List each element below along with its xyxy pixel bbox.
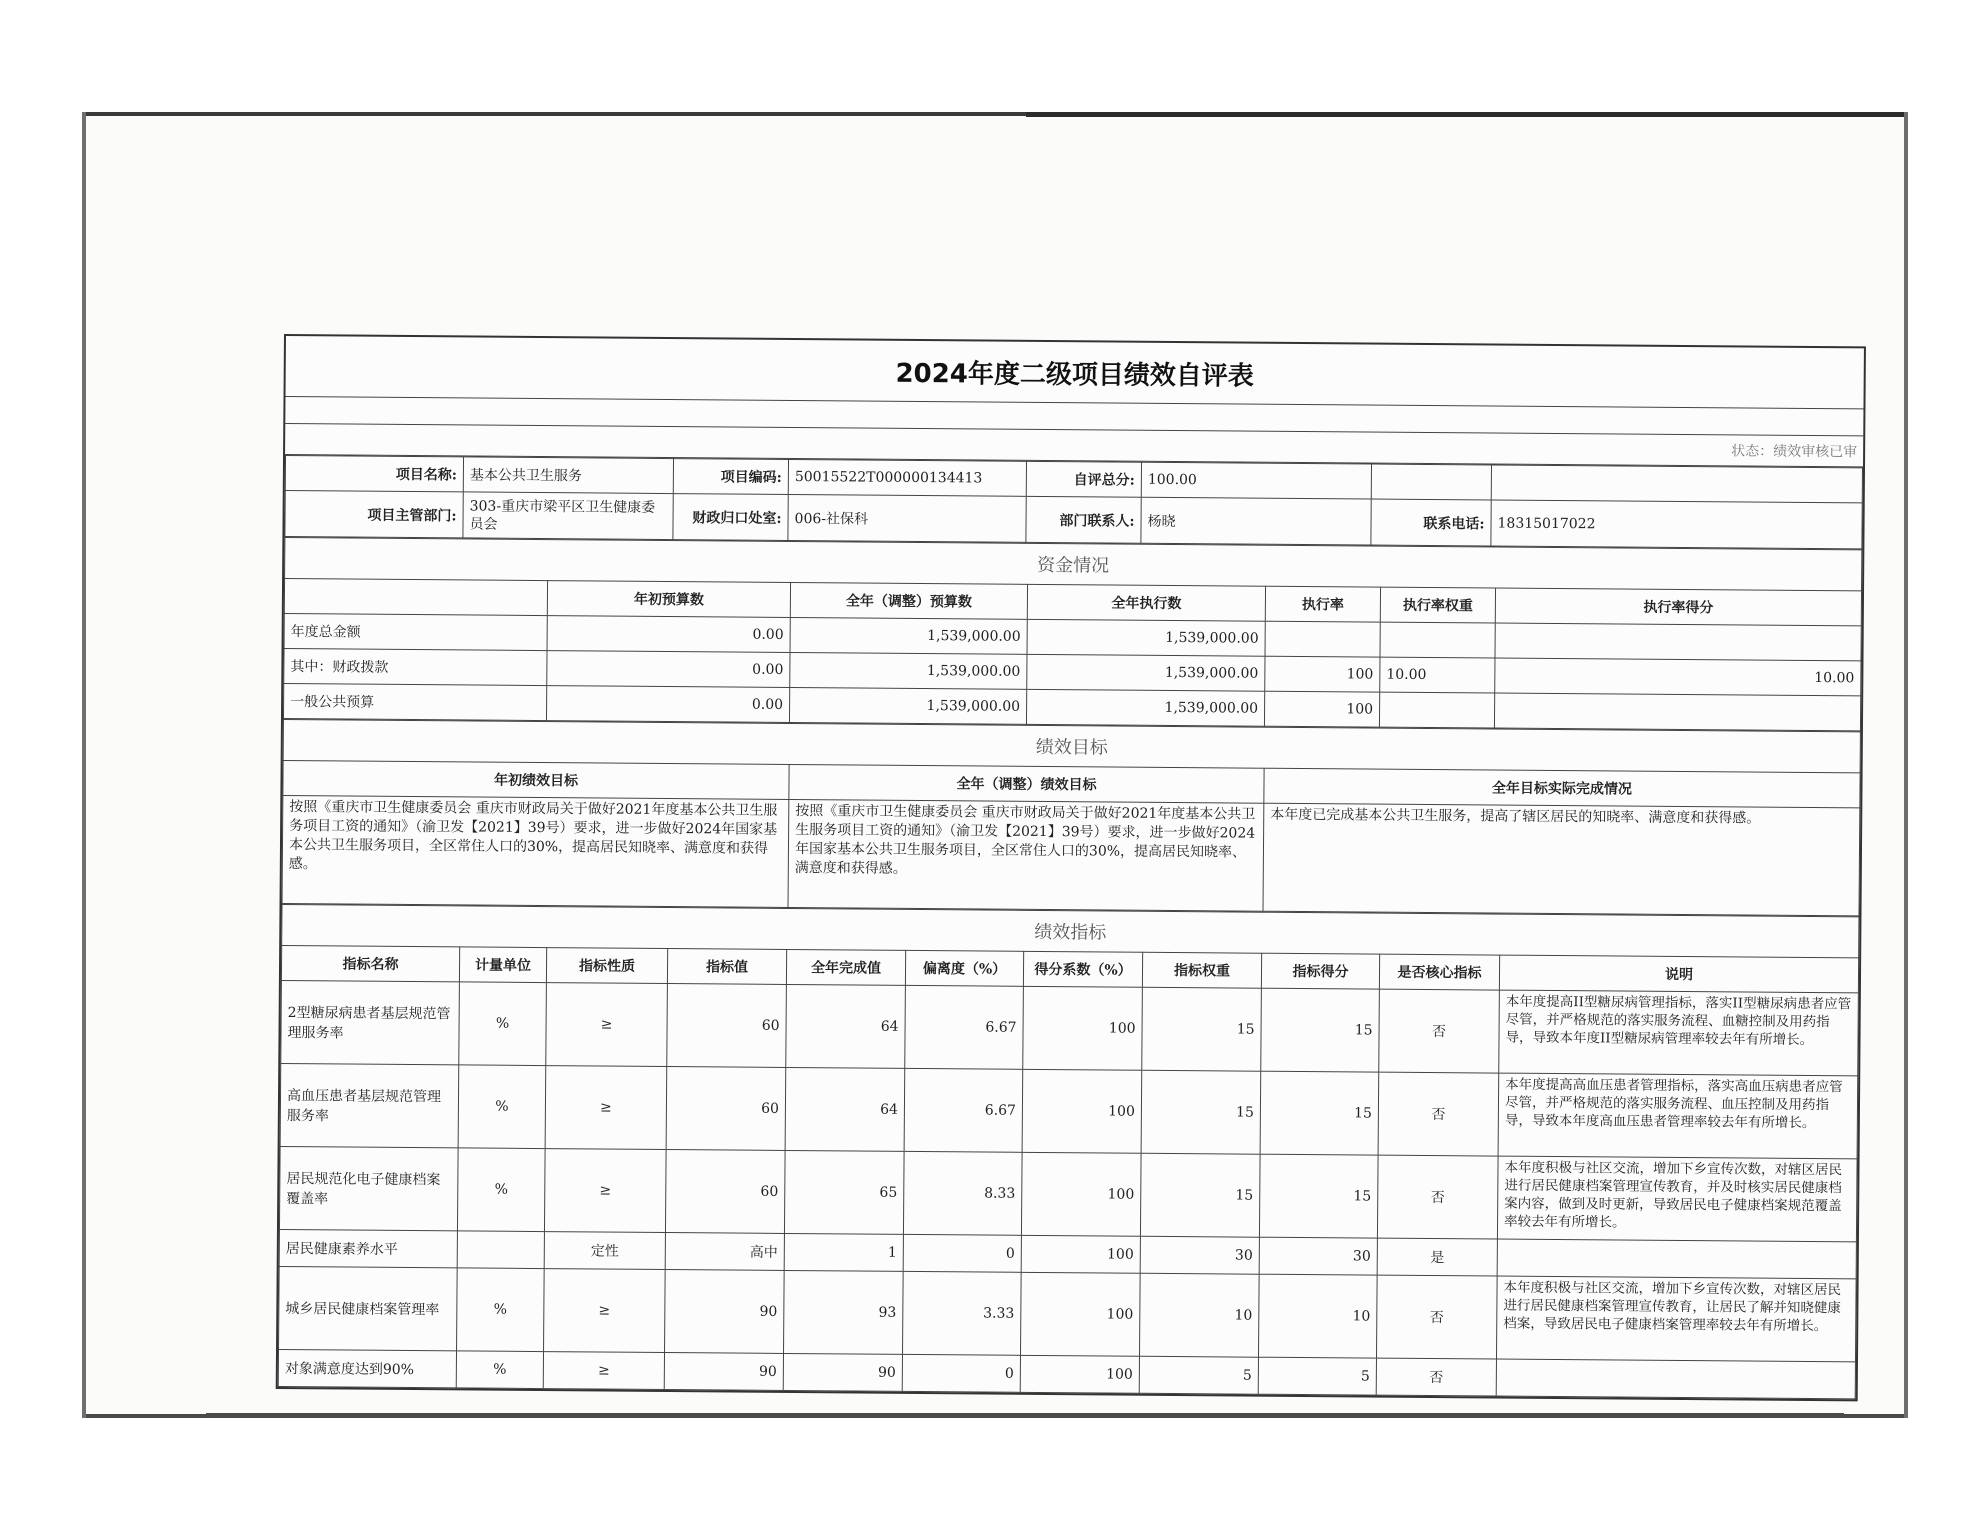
funds-cell: 0.00 (547, 616, 790, 653)
indicator-cell: 否 (1378, 1072, 1499, 1156)
indicator-cell: 100 (1023, 986, 1143, 1070)
indicator-row (279, 1266, 1857, 1361)
funds-header: 年初预算数 (547, 581, 790, 618)
funds-cell: 一般公共预算 (283, 684, 546, 721)
indicator-description: 本年度积极与社区交流，增加下乡宣传次数，对辖区居民进行居民健康档案管理宣传教育，让居民了解并知晓健康档案，导致居民电子健康档案管理率较去年有所增长。 (1496, 1276, 1856, 1362)
funds-cell: 1,539,000.00 (790, 652, 1027, 689)
indicator-cell: % (456, 1351, 543, 1389)
indicator-header: 指标名称 (281, 946, 459, 982)
indicator-cell: 15 (1259, 1154, 1378, 1238)
indicator-cell: 90 (665, 1270, 785, 1354)
indicator-cell: ≥ (546, 983, 668, 1067)
adjusted-goal-text: 按照《重庆市卫生健康委员会 重庆市财政局关于做好2021年度基本公共卫生服务项目工资的通知》（渝卫发【2021】39号）要求，进一步做好2024年国家基本公共卫生服务项目，全区常住人口的30%，提高居民知晓率、满意度和获得感。 (788, 799, 1264, 911)
funds-header: 执行率权重 (1380, 587, 1495, 623)
form-title: 2024年度二级项目绩效自评表 (286, 336, 1864, 409)
indicator-cell: 90 (664, 1353, 783, 1391)
funds-cell: 1,539,000.00 (1027, 654, 1265, 691)
indicator-name: 高血压患者基层规范管理服务率 (280, 1063, 459, 1147)
goals-header: 全年目标实际完成情况 (1264, 768, 1860, 808)
dept-label: 项目主管部门: (285, 491, 463, 538)
indicator-cell: 90 (783, 1353, 902, 1391)
indicator-cell: 否 (1377, 1155, 1498, 1239)
project-code-label: 项目编码: (673, 459, 788, 495)
funds-cell (1379, 692, 1494, 728)
indicator-header: 偏离度（%） (905, 950, 1023, 986)
funds-cell: 0.00 (546, 686, 789, 723)
indicator-cell: 30 (1140, 1236, 1259, 1274)
title-table (285, 336, 1864, 467)
actual-result-text: 本年度已完成基本公共卫生服务，提高了辖区居民的知晓率、满意度和获得感。 (1263, 803, 1860, 916)
indicator-cell: 100 (1021, 1152, 1141, 1236)
evaluation-form (276, 334, 1866, 1401)
status-text: 状态：绩效审核已审 (285, 424, 1863, 467)
indicator-cell: 3.33 (903, 1271, 1022, 1355)
funds-cell: 100 (1265, 656, 1380, 692)
indicator-cell: 5 (1139, 1356, 1258, 1394)
funds-header: 全年（调整）预算数 (790, 582, 1027, 619)
goals-header: 全年（调整）绩效目标 (789, 764, 1264, 803)
funds-header: 执行率得分 (1495, 588, 1861, 626)
indicator-cell: % (458, 1065, 546, 1149)
indicator-cell: 高中 (665, 1233, 784, 1271)
initial-goal-text: 按照《重庆市卫生健康委员会 重庆市财政局关于做好2021年度基本公共卫生服务项目工资的通知》（渝卫发【2021】39号）要求，进一步做好2024年国家基本公共卫生服务项目，全区常住人口的30%，提高居民知晓率、满意度和获得感。 (282, 796, 789, 908)
indicator-cell: ≥ (544, 1149, 666, 1233)
funds-header: 执行率 (1265, 586, 1380, 622)
indicator-cell: 否 (1379, 989, 1500, 1073)
project-name-label: 项目名称: (285, 456, 463, 492)
funds-cell (1265, 621, 1380, 657)
indicator-cell: 否 (1376, 1275, 1497, 1359)
indicator-cell: 15 (1140, 1153, 1260, 1237)
indicators-table (278, 904, 1860, 1399)
indicator-name: 城乡居民健康档案管理率 (279, 1266, 458, 1350)
goals-header: 年初绩效目标 (283, 761, 789, 800)
project-info-table (284, 455, 1863, 549)
scanned-paper (82, 112, 1908, 1418)
indicator-header: 得分系数（%） (1023, 951, 1142, 987)
indicator-cell: 5 (1258, 1357, 1376, 1395)
indicator-description (1496, 1359, 1855, 1399)
indicator-header: 计量单位 (459, 947, 546, 983)
indicator-cell: % (459, 982, 547, 1066)
goals-table (282, 719, 1861, 916)
indicator-cell: 定性 (544, 1232, 665, 1270)
score-label: 自评总分: (1026, 461, 1141, 497)
funds-cell (1380, 622, 1495, 658)
indicator-description (1497, 1239, 1856, 1279)
indicator-cell: 15 (1142, 987, 1262, 1071)
indicator-cell: 60 (665, 1150, 785, 1234)
indicator-cell: 15 (1261, 988, 1380, 1072)
funds-cell: 100 (1264, 691, 1379, 727)
indicator-cell: 8.33 (903, 1151, 1022, 1235)
funds-cell (1495, 623, 1861, 661)
indicator-cell: 60 (667, 984, 787, 1068)
project-code-value: 50015522T000000134413 (788, 459, 1026, 496)
indicator-cell: ≥ (544, 1269, 666, 1353)
indicator-cell: 100 (1021, 1235, 1140, 1273)
indicator-cell: % (457, 1148, 545, 1232)
contact-value: 杨晓 (1141, 497, 1371, 545)
indicators-section-title: 绩效指标 (282, 905, 1859, 958)
indicator-cell: 10 (1258, 1274, 1377, 1358)
dept-value: 303-重庆市梁平区卫生健康委员会 (463, 492, 673, 540)
funds-section-title: 资金情况 (285, 538, 1862, 591)
funds-cell: 0.00 (547, 651, 790, 688)
indicator-header: 指标权重 (1142, 952, 1261, 988)
indicator-cell (457, 1231, 544, 1269)
indicator-cell: 0 (902, 1354, 1020, 1392)
funds-cell: 1,539,000.00 (1026, 689, 1264, 726)
funds-cell: 年度总金额 (284, 614, 547, 651)
indicator-description: 本年度提高II型糖尿病管理指标，落实II型糖尿病患者应管尽管，并严格规范的落实服务流程、血糖控制及用药指导，导致本年度II型糖尿病管理率较去年有所增长。 (1499, 990, 1859, 1076)
indicator-header: 指标性质 (546, 948, 667, 984)
funds-cell: 10.00 (1495, 658, 1861, 696)
funds-cell (1494, 693, 1860, 731)
indicator-cell: 15 (1260, 1071, 1379, 1155)
indicator-cell: 100 (1022, 1069, 1142, 1153)
indicator-cell: 否 (1376, 1358, 1496, 1396)
indicator-cell: 15 (1141, 1070, 1261, 1154)
indicator-cell: 30 (1259, 1237, 1377, 1275)
indicator-row (281, 980, 1859, 1075)
finance-label: 财政归口处室: (673, 494, 788, 541)
indicator-header: 指标得分 (1261, 953, 1379, 989)
indicator-name: 对象满意度达到90% (278, 1349, 456, 1387)
indicator-cell: 60 (666, 1067, 786, 1151)
indicator-cell: 6.67 (904, 1068, 1023, 1152)
phone-label: 联系电话: (1371, 499, 1491, 546)
funds-cell: 其中：财政拨款 (284, 649, 547, 686)
indicator-description: 本年度积极与社区交流，增加下乡宣传次数，对辖区居民进行居民健康档案管理宣传教育，并及时核实居民健康档案内容，做到及时更新，导致居民电子健康档案规范覆盖率较去年有所增长。 (1497, 1156, 1857, 1242)
funds-header (284, 579, 547, 616)
indicator-header: 说明 (1499, 955, 1858, 993)
indicator-cell: ≥ (543, 1352, 664, 1390)
indicator-cell: 0 (903, 1234, 1021, 1272)
indicator-header: 全年完成值 (786, 949, 905, 985)
funds-cell: 1,539,000.00 (790, 617, 1027, 654)
score-value: 100.00 (1141, 462, 1371, 499)
funds-table (283, 537, 1862, 731)
indicator-cell: 65 (784, 1150, 904, 1234)
indicator-name: 居民规范化电子健康档案覆盖率 (279, 1146, 458, 1230)
funds-header: 全年执行数 (1027, 584, 1265, 621)
indicator-cell: ≥ (545, 1066, 667, 1150)
contact-label: 部门联系人: (1026, 496, 1141, 543)
indicator-header: 指标值 (667, 949, 786, 985)
phone-value: 18315017022 (1491, 500, 1862, 549)
indicator-name: 2型糖尿病患者基层规范管理服务率 (281, 980, 460, 1064)
indicator-cell: 64 (786, 984, 906, 1068)
indicator-cell: 93 (784, 1270, 904, 1354)
indicator-cell: 是 (1377, 1238, 1497, 1276)
indicator-cell: % (457, 1268, 545, 1352)
indicator-description: 本年度提高高血压患者管理指标，落实高血压病患者应管尽管，并严格规范的落实服务流程、血压控制及用药指导，导致本年度高血压患者管理率较去年有所增长。 (1498, 1073, 1858, 1159)
indicator-row (279, 1146, 1857, 1241)
finance-value: 006-社保科 (788, 494, 1026, 542)
indicator-cell: 10 (1139, 1273, 1259, 1357)
indicator-row (280, 1063, 1858, 1158)
indicator-cell: 6.67 (905, 985, 1024, 1069)
project-name-value: 基本公共卫生服务 (463, 457, 673, 494)
indicator-header: 是否核心指标 (1379, 954, 1499, 990)
indicator-cell: 100 (1020, 1355, 1139, 1393)
funds-cell: 1,539,000.00 (789, 687, 1026, 724)
indicator-cell: 100 (1021, 1272, 1141, 1356)
indicator-name: 居民健康素养水平 (279, 1229, 457, 1267)
funds-cell: 10.00 (1380, 657, 1495, 693)
indicator-cell: 1 (784, 1233, 903, 1271)
funds-cell: 1,539,000.00 (1027, 619, 1265, 656)
indicator-cell: 64 (785, 1067, 905, 1151)
goals-section-title: 绩效目标 (283, 720, 1860, 773)
